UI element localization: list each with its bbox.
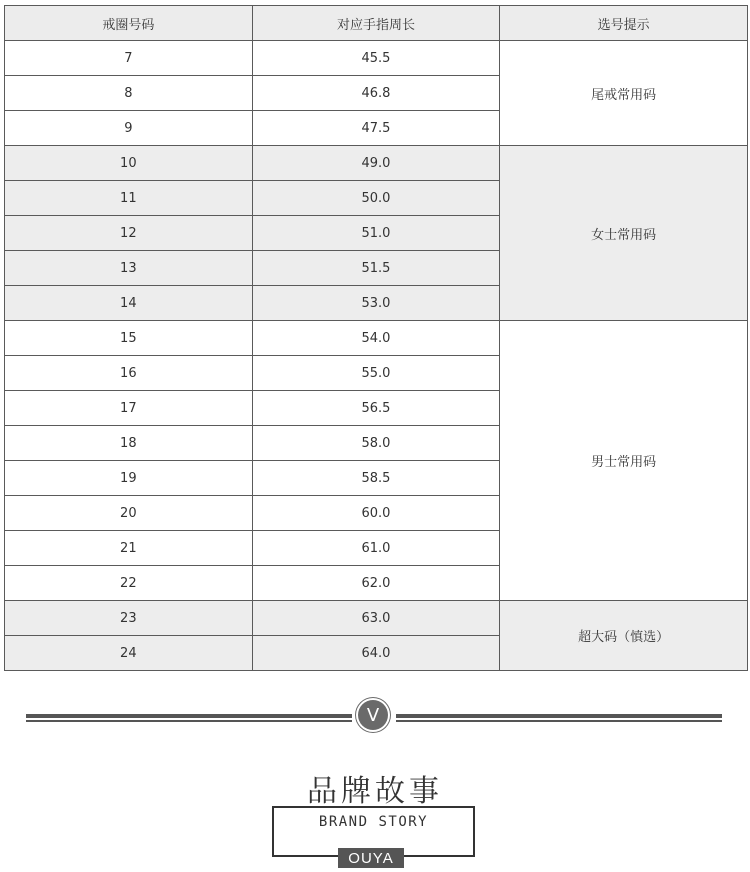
ring-size-cell: 12: [5, 216, 253, 251]
size-hint-cell: 女士常用码: [500, 146, 748, 321]
ring-size-cell: 7: [5, 41, 253, 76]
size-hint-cell: 超大码（慎选）: [500, 601, 748, 671]
circumference-cell: 63.0: [252, 601, 500, 636]
ring-size-table: [4, 5, 748, 671]
ring-size-cell: 22: [5, 566, 253, 601]
circumference-cell: 60.0: [252, 496, 500, 531]
ring-size-cell: 24: [5, 636, 253, 671]
size-hint-cell: 男士常用码: [500, 321, 748, 601]
circumference-cell: 62.0: [252, 566, 500, 601]
circumference-cell: 55.0: [252, 356, 500, 391]
circumference-cell: 51.0: [252, 216, 500, 251]
circumference-cell: 46.8: [252, 76, 500, 111]
ring-size-cell: 19: [5, 461, 253, 496]
table-row: [5, 321, 748, 356]
brand-tag: OUYA: [338, 848, 404, 868]
ring-size-cell: 20: [5, 496, 253, 531]
section-divider: [0, 700, 750, 734]
header-size-hint: 选号提示: [500, 6, 748, 41]
table-header-row: [5, 6, 748, 41]
circumference-cell: 56.5: [252, 391, 500, 426]
brand-story-title: 品牌故事: [307, 774, 443, 809]
table-row: [5, 41, 748, 76]
ring-size-cell: 10: [5, 146, 253, 181]
ring-size-cell: 21: [5, 531, 253, 566]
ring-size-cell: 11: [5, 181, 253, 216]
circumference-cell: 49.0: [252, 146, 500, 181]
circumference-cell: 54.0: [252, 321, 500, 356]
ring-size-cell: 17: [5, 391, 253, 426]
ring-size-cell: 18: [5, 426, 253, 461]
circumference-cell: 50.0: [252, 181, 500, 216]
chevron-down-icon: V: [358, 700, 388, 730]
table-row: [5, 146, 748, 181]
circumference-cell: 58.0: [252, 426, 500, 461]
table-row: [5, 601, 748, 636]
ring-size-cell: 15: [5, 321, 253, 356]
ring-size-cell: 23: [5, 601, 253, 636]
header-ring-size: 戒圈号码: [5, 6, 253, 41]
ring-size-cell: 14: [5, 286, 253, 321]
ring-size-cell: 16: [5, 356, 253, 391]
circumference-cell: 45.5: [252, 41, 500, 76]
circumference-cell: 47.5: [252, 111, 500, 146]
circumference-cell: 64.0: [252, 636, 500, 671]
circumference-cell: 58.5: [252, 461, 500, 496]
ring-size-cell: 13: [5, 251, 253, 286]
header-finger-circumference: 对应手指周长: [252, 6, 500, 41]
brand-story-subtitle: BRAND STORY: [318, 814, 429, 830]
ring-size-cell: 9: [5, 111, 253, 146]
circumference-cell: 51.5: [252, 251, 500, 286]
size-hint-cell: 尾戒常用码: [500, 41, 748, 146]
circumference-cell: 53.0: [252, 286, 500, 321]
ring-size-cell: 8: [5, 76, 253, 111]
circumference-cell: 61.0: [252, 531, 500, 566]
